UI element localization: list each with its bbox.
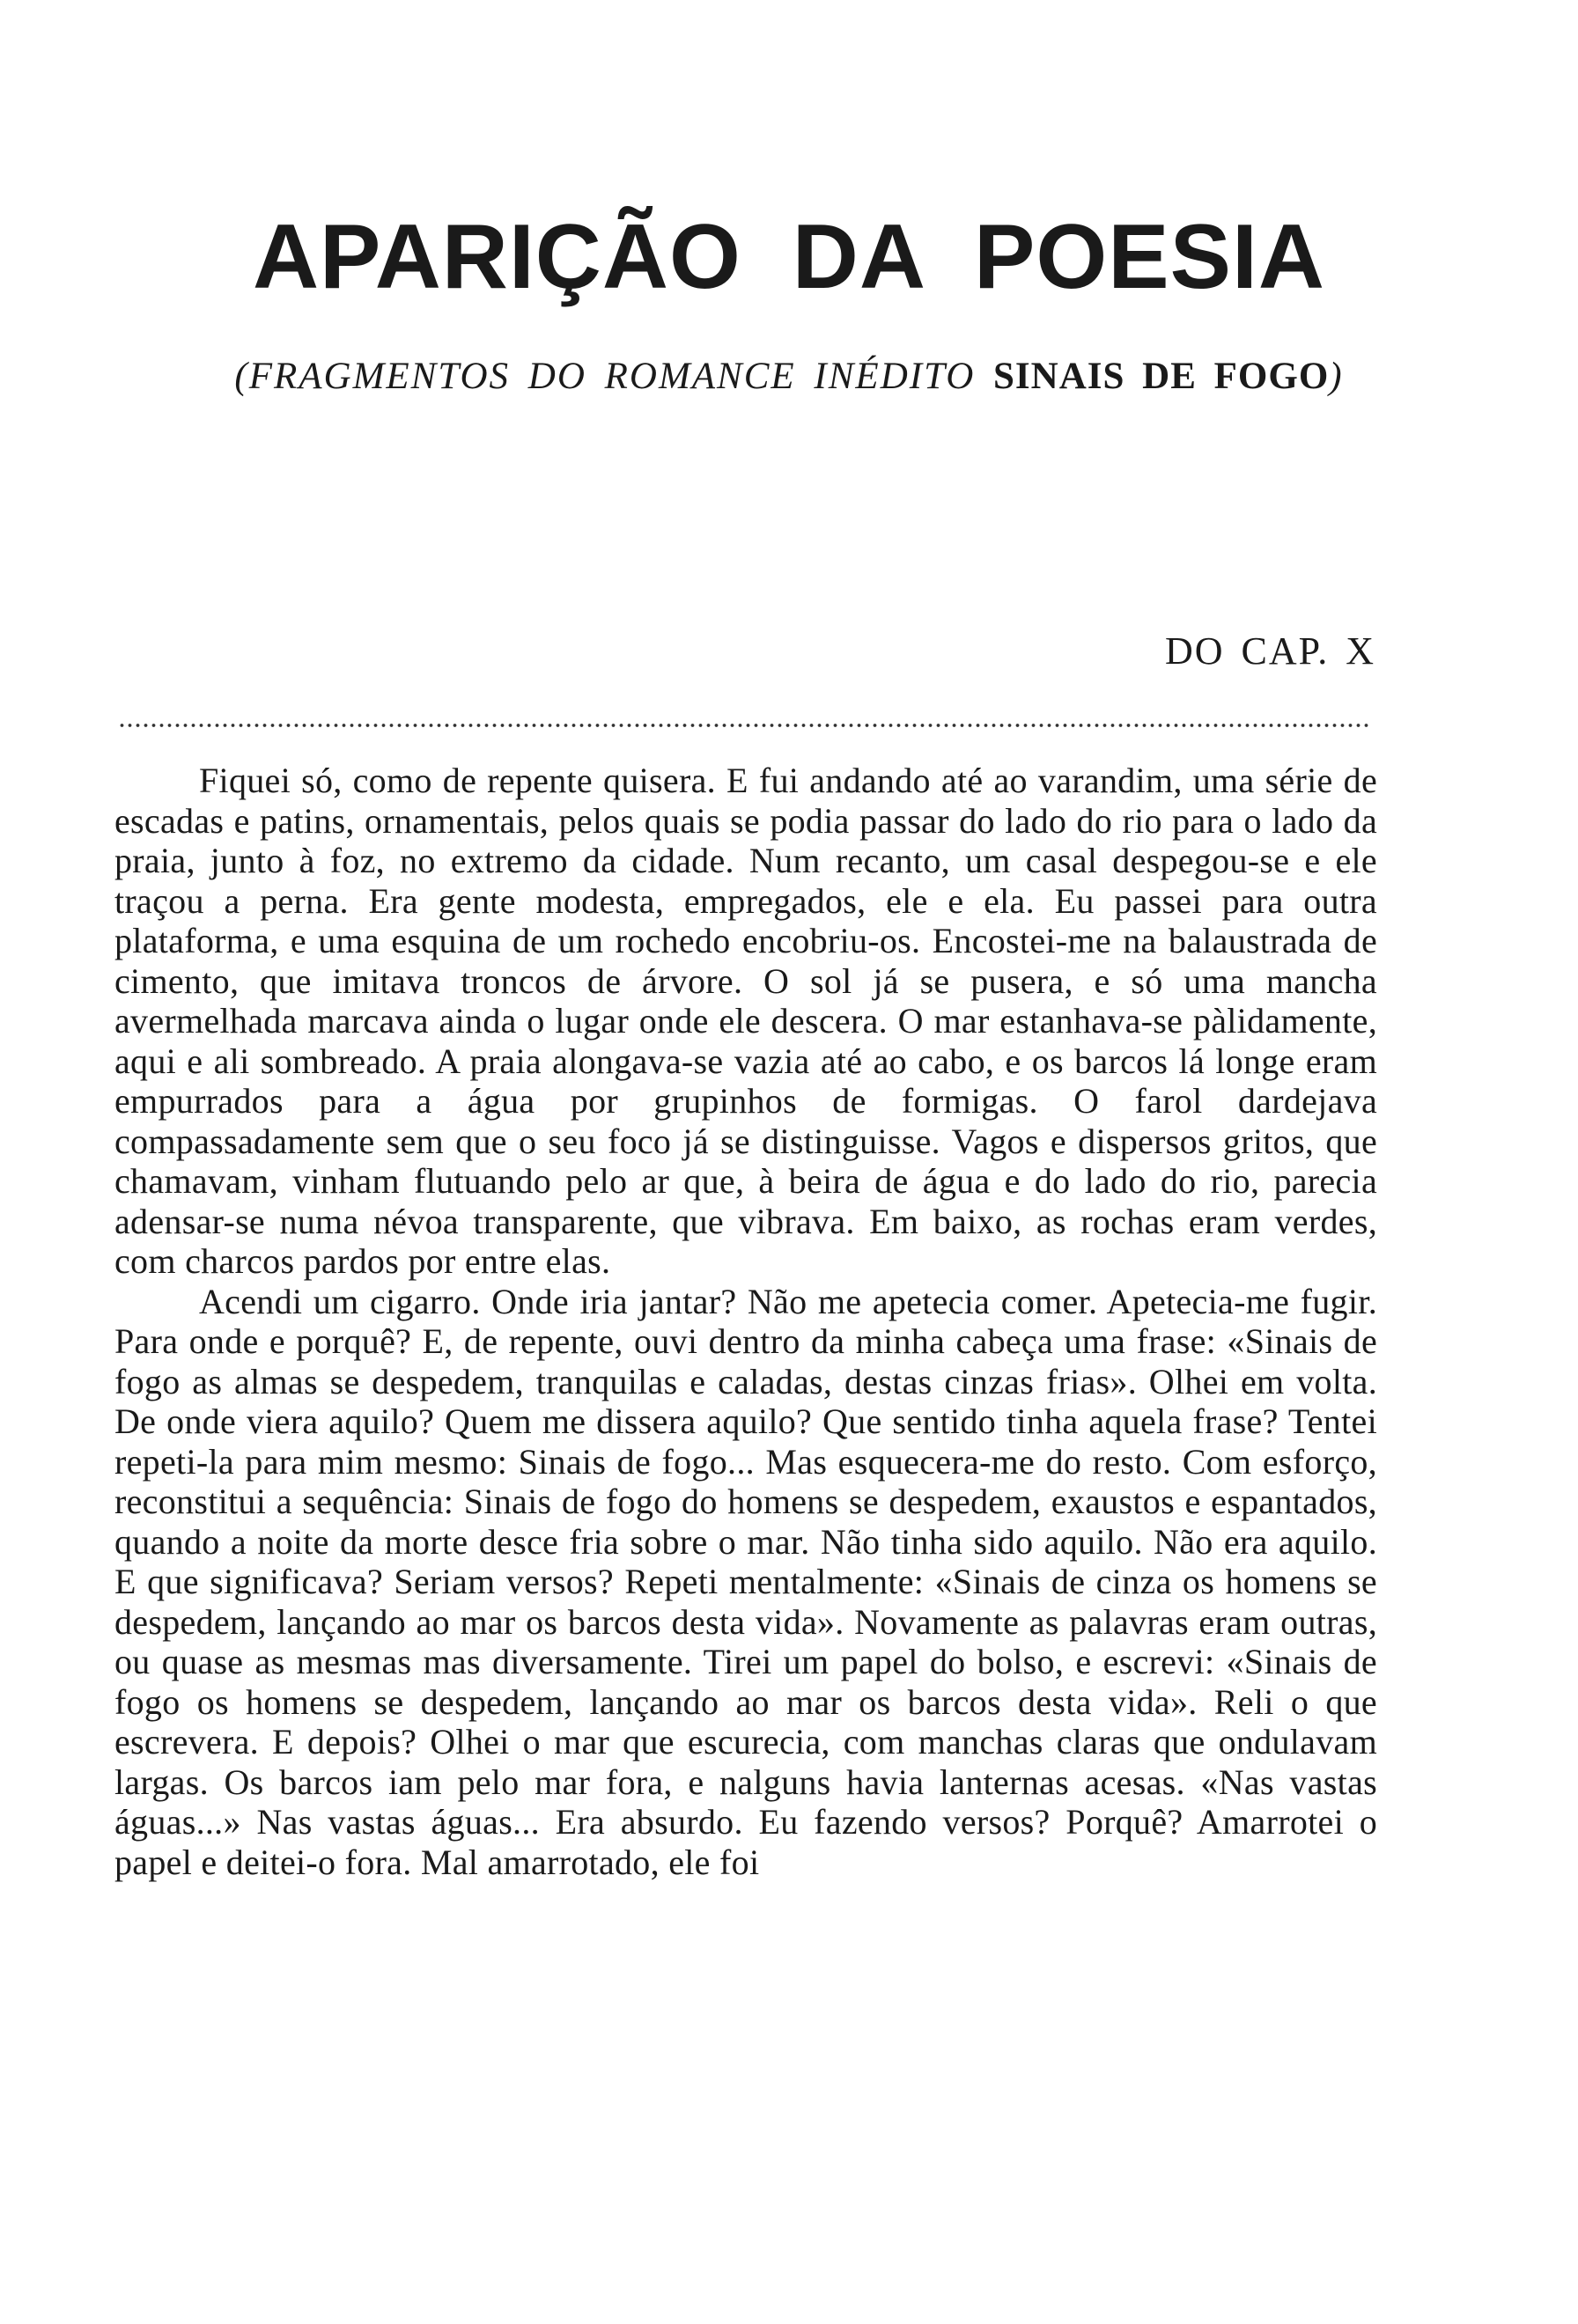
body-text <box>114 761 1377 1882</box>
subtitle-book-title: SINAIS DE FOGO <box>993 356 1330 397</box>
paragraph-2: Acendi um cigarro. Onde iria jantar? Não me apetecia comer. Apetecia-me fugir. Para onde e porquê? E, de repente, ouvi dentro da minha cabeça uma frase: «Sinais de fogo as almas se despedem, tranquilas e caladas, destas cinzas frias». Olhei em volta. De onde viera aquilo? Quem me dissera aquilo? Que sentido tinha aquela frase? Tentei repeti-la para mim mesmo: Sinais de fogo... Mas esquecera-me do resto. Com esforço, reconstitui a sequência: Sinais de fogo do homens se despedem, exaustos e espantados, quando a noite da morte desce fria sobre o mar. Não tinha sido aquilo. Não era aquilo. E que significava? Seriam versos? Repeti mentalmente: «Sinais de cinza os homens se despedem, lançando ao mar os barcos desta vida». Novamente as palavras eram outras, ou quase as mesmas mas diversamente. Tirei um papel do bolso, e escrevi: «Sinais de fogo os homens se despedem, lançando ao mar os barcos desta vida». Reli o que escrevera. E depois? Olhei o mar que escurecia, com manchas claras que ondulavam largas. Os barcos iam pelo mar fora, e nalguns havia lanternas acesas. «Nas vastas águas...» Nas vastas águas... Era absurdo. Eu fazendo versos? Porquê? Amarrotei o papel e deitei-o fora. Mal amarrotado, ele foi <box>114 1281 1377 1882</box>
subtitle <box>0 350 1578 403</box>
paragraph-1: Fiquei só, como de repente quisera. E fui andando até ao varandim, uma série de escadas e patins, ornamentais, pelos quais se podia passar do lado do rio para o lado da praia, junto à foz, no extremo da cidade. Num recanto, um casal despegou-se e ele traçou a perna. Era gente modesta, empregados, ele e ela. Eu passei para outra plataforma, e uma esquina de um rochedo encobriu-os. Encostei-me na balaustrada de cimento, que imitava troncos de árvore. O sol já se pusera, e só uma mancha avermelhada marcava ainda o lugar onde ele descera. O mar estanhava-se pàlidamente, aqui e ali sombreado. A praia alongava-se vazia até ao cabo, e os barcos lá longe eram empurrados para a água por grupinhos de formigas. O farol dardejava compassadamente sem que o seu foco já se distinguisse. Vagos e dispersos gritos, que chamavam, vinham flutuando pelo ar que, à beira de água e do lado do rio, parecia adensar-se numa névoa transparente, que vibrava. Em baixo, as rochas eram verdes, com charcos pardos por entre elas. <box>114 761 1377 1281</box>
page-title: APARIÇÃO DA POESIA <box>252 206 1326 308</box>
subtitle-close-paren: ) <box>1329 356 1344 397</box>
subtitle-open-paren: ( <box>234 356 249 397</box>
subtitle-italic-text: FRAGMENTOS DO ROMANCE INÉDITO <box>248 356 976 397</box>
chapter-heading: DO CAP. X <box>1164 629 1375 673</box>
dotted-separator <box>118 720 1372 731</box>
